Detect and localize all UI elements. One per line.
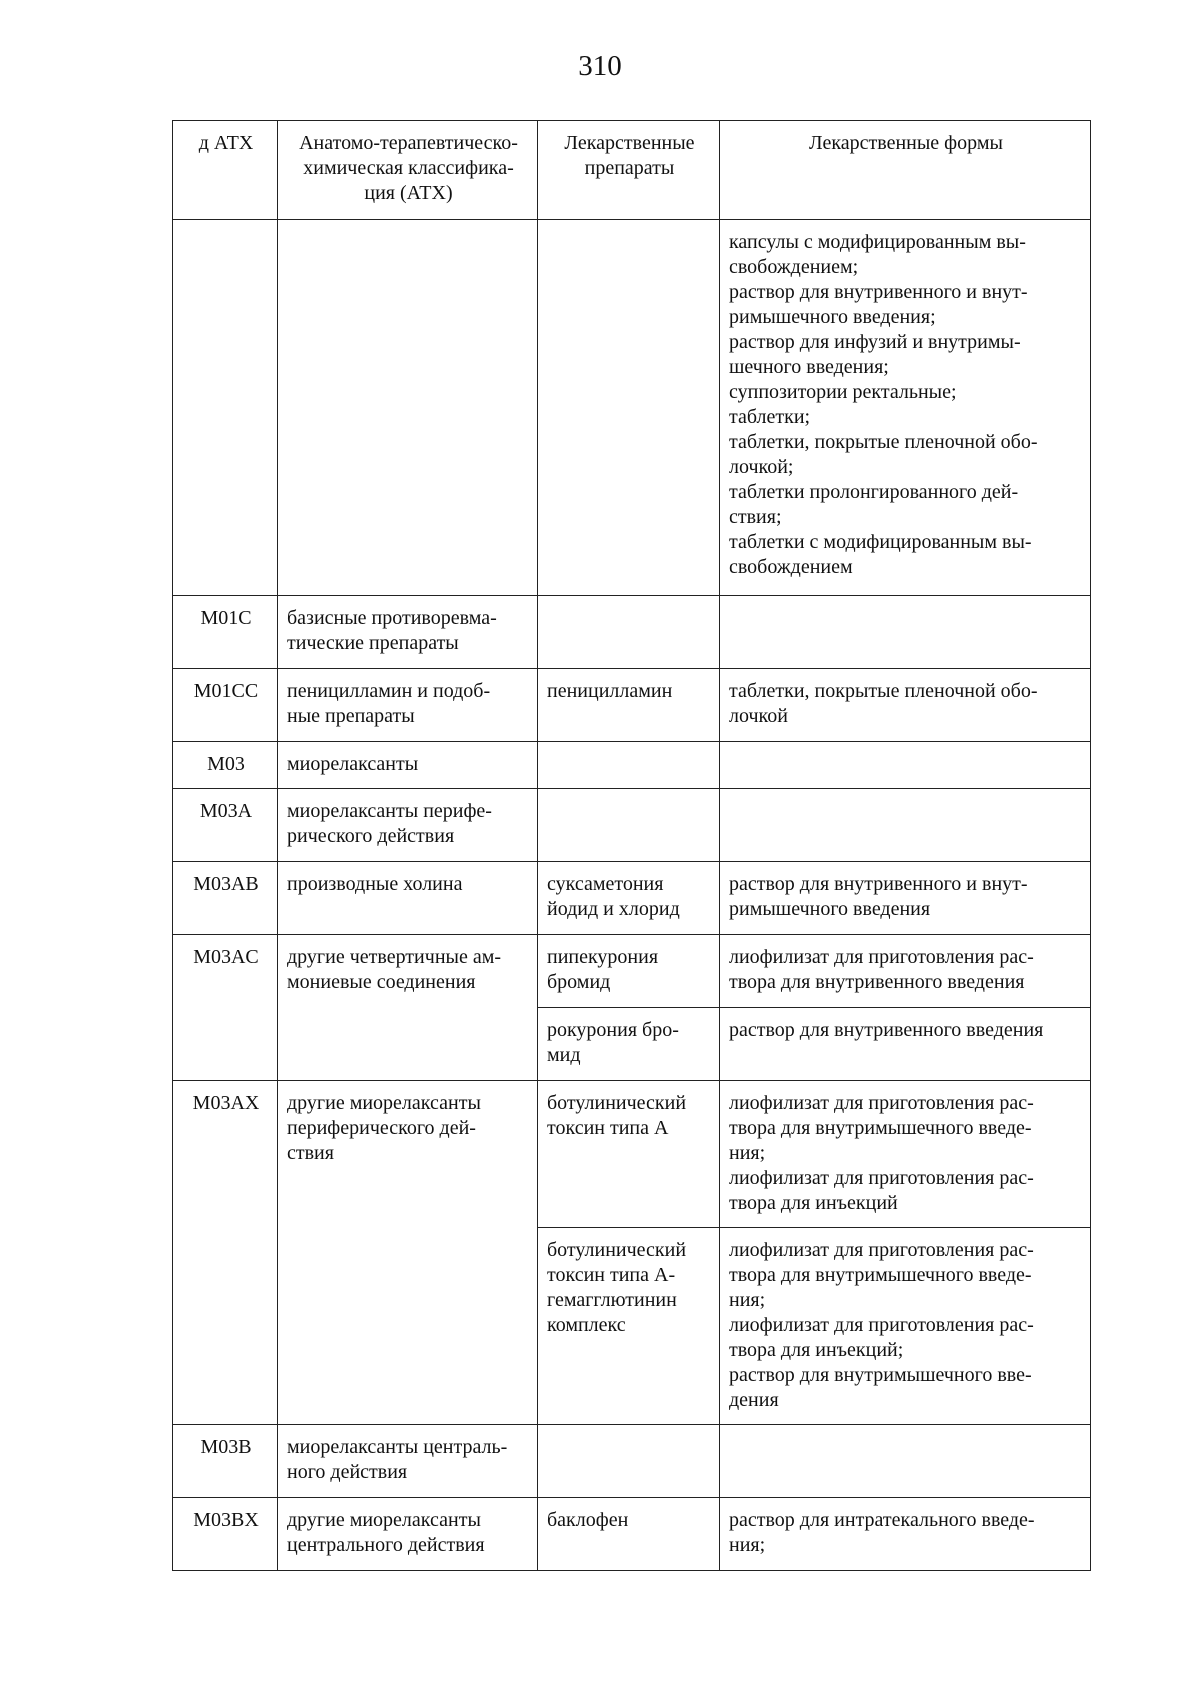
- drug-cell: [538, 1425, 720, 1498]
- header-drugs: Лекарственные препараты: [538, 121, 720, 220]
- atc-code-cell: M03AX: [173, 1081, 278, 1425]
- classification-cell: [278, 220, 538, 596]
- table-row: [173, 1081, 1091, 1228]
- atc-code-cell: M03B: [173, 1425, 278, 1498]
- table-row: [173, 669, 1091, 742]
- drug-cell: [538, 742, 720, 789]
- atc-code-cell: M03: [173, 742, 278, 789]
- atc-code-cell: M03BX: [173, 1498, 278, 1571]
- header-atc-code: д АТХ: [173, 121, 278, 220]
- table-row: [173, 789, 1091, 862]
- dosage-forms-cell: лиофилизат для приготовления рас- твора для внутримышечного введе- ния; лиофилизат для приготовления рас- твора для инъекций; раствор для внутримышечного вве- дения: [720, 1228, 1091, 1425]
- dosage-forms-cell: [720, 596, 1091, 669]
- drug-cell: рокурония бро- мид: [538, 1008, 720, 1081]
- classification-cell: другие миорелаксанты центрального действия: [278, 1498, 538, 1571]
- classification-cell: производные холина: [278, 862, 538, 935]
- dosage-forms-cell: раствор для внутривенного и внут- римышечного введения: [720, 862, 1091, 935]
- atc-code-cell: M01C: [173, 596, 278, 669]
- drug-cell: [538, 220, 720, 596]
- table-row: [173, 596, 1091, 669]
- drug-cell: пипекурония бромид: [538, 935, 720, 1008]
- table-row: [173, 935, 1091, 1008]
- atc-drug-table: [172, 120, 1091, 1571]
- header-dosage-forms: Лекарственные формы: [720, 121, 1091, 220]
- atc-code-cell: [173, 220, 278, 596]
- page-number: 310: [578, 50, 622, 82]
- table-header-row: [173, 121, 1091, 220]
- drug-cell: ботулинический токсин типа А: [538, 1081, 720, 1228]
- header-classification: Анатомо-терапевтическо- химическая классифика- ция (АТХ): [278, 121, 538, 220]
- dosage-forms-cell: капсулы с модифицированным вы- свобождением; раствор для внутривенного и внут- римышечного введения; раствор для инфузий и внутримы- шечного введения; суппозитории ректальные; таблетки; таблетки, покрытые пленочной обо- лочкой; таблетки пролонгированного дей- ствия; таблетки с модифицированным вы- свобождением: [720, 220, 1091, 596]
- table-row: [173, 1425, 1091, 1498]
- classification-cell: другие миорелаксанты периферического дей- ствия: [278, 1081, 538, 1425]
- dosage-forms-cell: лиофилизат для приготовления рас- твора для внутримышечного введе- ния; лиофилизат для приготовления рас- твора для инъекций: [720, 1081, 1091, 1228]
- dosage-forms-cell: раствор для внутривенного введения: [720, 1008, 1091, 1081]
- dosage-forms-cell: [720, 789, 1091, 862]
- atc-code-cell: M03AB: [173, 862, 278, 935]
- dosage-forms-cell: [720, 1425, 1091, 1498]
- dosage-forms-cell: раствор для интратекального введе- ния;: [720, 1498, 1091, 1571]
- dosage-forms-cell: [720, 742, 1091, 789]
- drug-cell: суксаметония йодид и хлорид: [538, 862, 720, 935]
- classification-cell: миорелаксанты централь- ного действия: [278, 1425, 538, 1498]
- drug-cell: [538, 789, 720, 862]
- classification-cell: миорелаксанты: [278, 742, 538, 789]
- drug-cell: баклофен: [538, 1498, 720, 1571]
- classification-cell: базисные противоревма- тические препараты: [278, 596, 538, 669]
- atc-code-cell: M03AC: [173, 935, 278, 1081]
- table-row: [173, 862, 1091, 935]
- table-row: [173, 220, 1091, 596]
- dosage-forms-cell: таблетки, покрытые пленочной обо- лочкой: [720, 669, 1091, 742]
- dosage-forms-cell: лиофилизат для приготовления рас- твора для внутривенного введения: [720, 935, 1091, 1008]
- drug-cell: пеницилламин: [538, 669, 720, 742]
- table-row: [173, 742, 1091, 789]
- atc-code-cell: M03A: [173, 789, 278, 862]
- atc-code-cell: M01CC: [173, 669, 278, 742]
- drug-cell: [538, 596, 720, 669]
- drug-cell: ботулинический токсин типа А- гемагглютинин комплекс: [538, 1228, 720, 1425]
- classification-cell: пеницилламин и подоб- ные препараты: [278, 669, 538, 742]
- classification-cell: другие четвертичные ам- мониевые соединения: [278, 935, 538, 1081]
- table-row: [173, 1498, 1091, 1571]
- classification-cell: миорелаксанты перифе- рического действия: [278, 789, 538, 862]
